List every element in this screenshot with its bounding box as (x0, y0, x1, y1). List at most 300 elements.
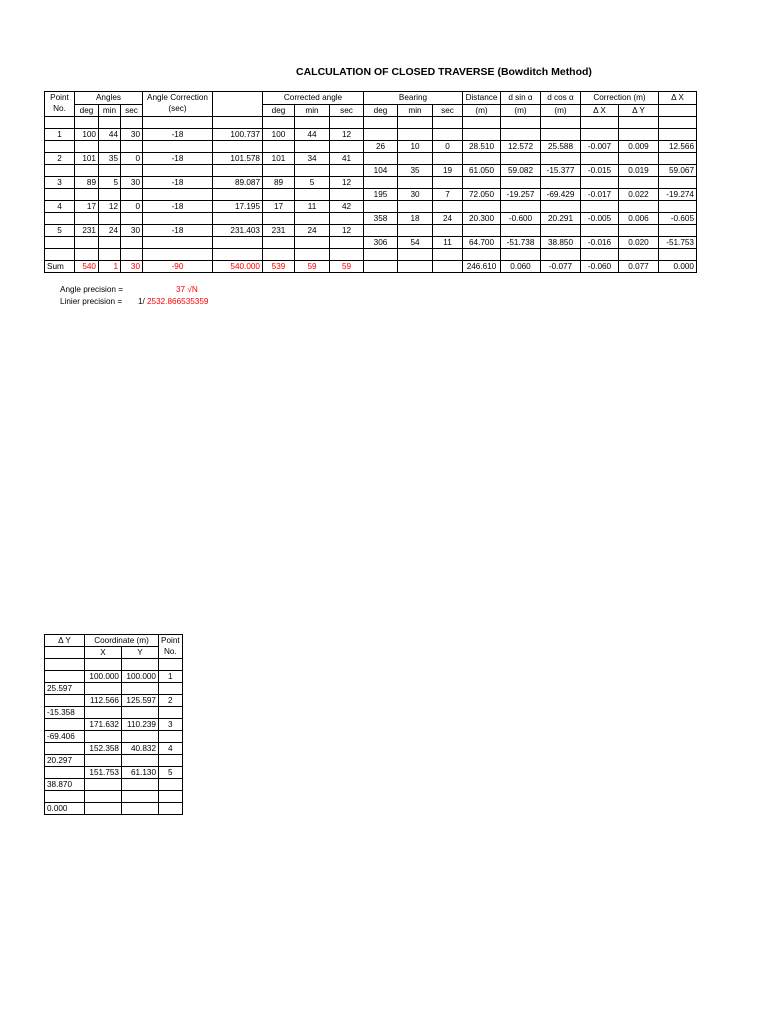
header-distance: Distance (463, 92, 501, 105)
table-cell (85, 707, 122, 719)
table-cell: 110.239 (122, 719, 159, 731)
angle-precision-label: Angle precision = (60, 285, 124, 294)
table-cell: 24 (99, 225, 121, 237)
header-blank (213, 92, 263, 117)
table-cell: 28.510 (463, 141, 501, 153)
table-cell: -18 (143, 129, 213, 141)
table-cell (263, 249, 295, 261)
table-cell: 89 (263, 177, 295, 189)
table-row (45, 659, 183, 671)
table-cell: 18 (398, 213, 433, 225)
header-bearing: Bearing (364, 92, 463, 105)
table-cell (159, 755, 183, 767)
header-dcos: d cos α (541, 92, 581, 105)
table-cell (659, 177, 697, 189)
table-cell: 44 (99, 129, 121, 141)
table-row (45, 719, 183, 731)
table-cell (122, 683, 159, 695)
table-cell (122, 779, 159, 791)
coord-header-x: X (85, 647, 122, 659)
table-cell: 64.700 (463, 237, 501, 249)
table-cell: 30 (121, 225, 143, 237)
sum-cell: 0.060 (501, 261, 541, 273)
table-cell (541, 225, 581, 237)
table-cell: -0.605 (659, 213, 697, 225)
table-cell (619, 201, 659, 213)
table-cell: 100.000 (122, 671, 159, 683)
table-cell: 0 (433, 141, 463, 153)
table-cell: 0.000 (45, 803, 85, 815)
table-cell: 26 (364, 141, 398, 153)
table-cell (121, 165, 143, 177)
header-corrected-deg: deg (263, 104, 295, 117)
table-cell (501, 249, 541, 261)
table-cell (143, 165, 213, 177)
table-cell: 89 (75, 177, 99, 189)
table-cell (433, 153, 463, 165)
coord-header-delta-y: Δ Y (45, 635, 85, 647)
table-cell: 38.870 (45, 779, 85, 791)
table-cell (85, 731, 122, 743)
table-cell (159, 803, 183, 815)
table-cell (501, 153, 541, 165)
table-cell (263, 141, 295, 153)
table-cell: 1 (45, 129, 75, 141)
table-cell: 12 (330, 129, 364, 141)
table-cell: 20.300 (463, 213, 501, 225)
angle-precision (60, 285, 198, 294)
table-cell: 2 (159, 695, 183, 707)
table-cell: 2 (45, 153, 75, 165)
table-cell (45, 719, 85, 731)
table-cell (364, 153, 398, 165)
header-point-no: Point No. (45, 92, 75, 117)
sum-cell: 0.077 (619, 261, 659, 273)
table-cell (75, 189, 99, 201)
table-cell (295, 165, 330, 177)
table-cell: -0.016 (581, 237, 619, 249)
table-cell: 0.020 (619, 237, 659, 249)
table-cell: 12.572 (501, 141, 541, 153)
sum-cell: Sum (45, 261, 75, 273)
table-cell: 151.753 (85, 767, 122, 779)
table-cell (143, 249, 213, 261)
sum-cell (433, 261, 463, 273)
table-cell: 101 (75, 153, 99, 165)
table-cell: 19 (433, 165, 463, 177)
table-cell (159, 779, 183, 791)
table-cell: -51.753 (659, 237, 697, 249)
table-cell (433, 249, 463, 261)
table-cell (45, 671, 85, 683)
table-cell (263, 213, 295, 225)
table-cell (122, 755, 159, 767)
sum-cell: 540.000 (213, 261, 263, 273)
table-cell (330, 249, 364, 261)
table-cell: 101.578 (213, 153, 263, 165)
table-row (45, 177, 697, 189)
table-cell (581, 249, 619, 261)
table-cell (463, 177, 501, 189)
table-cell (295, 249, 330, 261)
table-row (45, 767, 183, 779)
table-cell (45, 141, 75, 153)
table-cell: 0.009 (619, 141, 659, 153)
table-cell (99, 165, 121, 177)
table-cell: 35 (398, 165, 433, 177)
sum-cell: 1 (99, 261, 121, 273)
table-cell (85, 791, 122, 803)
table-cell: 11 (433, 237, 463, 249)
coord-header-blank (45, 647, 85, 659)
table-row (45, 165, 697, 177)
header-corrected-angle: Corrected angle (263, 92, 364, 105)
table-cell (263, 189, 295, 201)
table-cell (501, 225, 541, 237)
table-row (45, 695, 183, 707)
linear-precision (60, 297, 209, 306)
header-angle-correction: Angle Correction (sec) (143, 92, 213, 117)
table-cell: 61.050 (463, 165, 501, 177)
table-cell (85, 803, 122, 815)
table-cell (541, 177, 581, 189)
table-cell (213, 249, 263, 261)
table-cell (619, 225, 659, 237)
table-cell (501, 129, 541, 141)
header-angles-sec: sec (121, 104, 143, 117)
table-cell: 89.087 (213, 177, 263, 189)
table-cell: -0.007 (581, 141, 619, 153)
table-cell (541, 249, 581, 261)
table-cell: -51.738 (501, 237, 541, 249)
table-cell: 171.632 (85, 719, 122, 731)
header-bearing-sec: sec (433, 104, 463, 117)
table-cell (213, 141, 263, 153)
table-cell: 4 (159, 743, 183, 755)
table-cell (143, 189, 213, 201)
table-cell: 0.019 (619, 165, 659, 177)
table-cell (330, 213, 364, 225)
table-row (45, 129, 697, 141)
sum-cell: 30 (121, 261, 143, 273)
table-cell: -69.429 (541, 189, 581, 201)
sum-cell: -0.060 (581, 261, 619, 273)
table-row (45, 707, 183, 719)
table-cell (463, 249, 501, 261)
header-corrected-min: min (295, 104, 330, 117)
table-cell: 12 (330, 225, 364, 237)
table-cell: 17 (263, 201, 295, 213)
table-cell (433, 201, 463, 213)
table-cell (122, 659, 159, 671)
table-cell: -69.406 (45, 731, 85, 743)
table-row (45, 803, 183, 815)
table-cell: -0.015 (581, 165, 619, 177)
table-cell: 100 (263, 129, 295, 141)
table-cell: 5 (45, 225, 75, 237)
table-cell: 100.000 (85, 671, 122, 683)
table-cell (295, 213, 330, 225)
table-cell (619, 249, 659, 261)
linear-precision-value: 2532.866535359 (147, 297, 209, 306)
table-cell (541, 153, 581, 165)
table-cell (659, 129, 697, 141)
table-cell: 0.022 (619, 189, 659, 201)
table-row (45, 213, 697, 225)
table-cell: 54 (398, 237, 433, 249)
sum-cell (364, 261, 398, 273)
table-row (45, 791, 183, 803)
table-cell (122, 791, 159, 803)
table-cell (143, 213, 213, 225)
table-cell (121, 237, 143, 249)
table-cell: 35 (99, 153, 121, 165)
table-row (45, 141, 697, 153)
table-cell: 25.588 (541, 141, 581, 153)
table-cell (45, 743, 85, 755)
table-cell (433, 177, 463, 189)
table-cell (85, 779, 122, 791)
table-cell: 25.597 (45, 683, 85, 695)
table-cell (295, 189, 330, 201)
header-distance-unit: (m) (463, 104, 501, 117)
table-cell (501, 177, 541, 189)
table-cell: 100.737 (213, 129, 263, 141)
table-cell (85, 755, 122, 767)
table-row (45, 189, 697, 201)
table-cell (159, 707, 183, 719)
table-cell (581, 201, 619, 213)
table-row (45, 201, 697, 213)
table-cell (85, 683, 122, 695)
table-cell (581, 153, 619, 165)
table-cell: 34 (295, 153, 330, 165)
coord-header-coordinate: Coordinate (m) (85, 635, 159, 647)
table-cell (45, 767, 85, 779)
coord-header-point-no: Point No. (159, 635, 183, 659)
table-cell: 4 (45, 201, 75, 213)
table-cell (122, 803, 159, 815)
table-cell: 3 (159, 719, 183, 731)
table-cell: 11 (295, 201, 330, 213)
table-cell (581, 129, 619, 141)
table-cell: 40.832 (122, 743, 159, 755)
table-cell (463, 153, 501, 165)
sum-cell: 540 (75, 261, 99, 273)
table-cell: -18 (143, 201, 213, 213)
table-cell (213, 213, 263, 225)
table-cell: 44 (295, 129, 330, 141)
table-cell (75, 213, 99, 225)
table-row (45, 755, 183, 767)
sum-cell: 59 (295, 261, 330, 273)
table-cell: 59.067 (659, 165, 697, 177)
table-cell: 5 (159, 767, 183, 779)
table-cell (398, 129, 433, 141)
table-cell: -18 (143, 177, 213, 189)
table-cell: 0 (121, 201, 143, 213)
header-dcos-unit: (m) (541, 104, 581, 117)
table-cell: 100 (75, 129, 99, 141)
table-cell (501, 201, 541, 213)
table-cell (364, 201, 398, 213)
header-angles: Angles (75, 92, 143, 105)
table-cell: 0.006 (619, 213, 659, 225)
table-cell (541, 129, 581, 141)
table-cell: 112.566 (85, 695, 122, 707)
table-cell (463, 201, 501, 213)
table-cell (581, 225, 619, 237)
table-cell (433, 129, 463, 141)
table-cell (99, 237, 121, 249)
table-cell (122, 707, 159, 719)
table-cell: -15.377 (541, 165, 581, 177)
table-cell (364, 249, 398, 261)
coordinate-table (44, 634, 183, 815)
table-cell: 0 (121, 153, 143, 165)
table-cell: 12 (99, 201, 121, 213)
table-cell (99, 213, 121, 225)
table-cell: 38.850 (541, 237, 581, 249)
angle-precision-value: 37 √N (176, 285, 198, 294)
sum-cell: -0.077 (541, 261, 581, 273)
table-cell (121, 249, 143, 261)
table-cell (463, 129, 501, 141)
header-dsin-unit: (m) (501, 104, 541, 117)
table-cell (541, 201, 581, 213)
table-cell (364, 177, 398, 189)
table-cell (45, 695, 85, 707)
sum-cell: 0.000 (659, 261, 697, 273)
table-cell: -19.274 (659, 189, 697, 201)
table-cell (159, 791, 183, 803)
table-cell: 231.403 (213, 225, 263, 237)
table-cell (295, 237, 330, 249)
table-cell (159, 659, 183, 671)
table-cell (99, 141, 121, 153)
table-cell: 20.297 (45, 755, 85, 767)
table-cell: -15.358 (45, 707, 85, 719)
coord-header-y: Y (122, 647, 159, 659)
table-cell (121, 213, 143, 225)
header-dsin: d sin α (501, 92, 541, 105)
table-cell: 12 (330, 177, 364, 189)
table-cell (99, 189, 121, 201)
table-cell (330, 237, 364, 249)
table-cell (213, 237, 263, 249)
table-cell: -19.257 (501, 189, 541, 201)
table-cell (619, 129, 659, 141)
table-cell (45, 659, 85, 671)
table-cell (619, 177, 659, 189)
table-cell: 30 (398, 189, 433, 201)
table-cell: 24 (433, 213, 463, 225)
table-cell (75, 165, 99, 177)
table-cell (99, 249, 121, 261)
table-cell (364, 129, 398, 141)
table-cell (581, 177, 619, 189)
table-cell (45, 165, 75, 177)
table-cell: 42 (330, 201, 364, 213)
table-cell: 24 (295, 225, 330, 237)
table-cell: 125.597 (122, 695, 159, 707)
table-cell (263, 237, 295, 249)
table-cell: 231 (263, 225, 295, 237)
table-row (45, 249, 697, 261)
table-cell: 59.082 (501, 165, 541, 177)
table-cell: 61.130 (122, 767, 159, 779)
table-cell (213, 165, 263, 177)
table-cell (330, 165, 364, 177)
table-cell (330, 141, 364, 153)
sum-row (45, 261, 697, 273)
table-cell: 195 (364, 189, 398, 201)
traverse-table (44, 91, 697, 273)
table-cell (619, 153, 659, 165)
table-cell (75, 237, 99, 249)
header-correction: Correction (m) (581, 92, 659, 105)
table-row (45, 743, 183, 755)
table-cell: 20.291 (541, 213, 581, 225)
table-cell: 104 (364, 165, 398, 177)
table-cell (121, 141, 143, 153)
table-cell (143, 141, 213, 153)
table-cell: -0.017 (581, 189, 619, 201)
header-bearing-deg: deg (364, 104, 398, 117)
linear-precision-prefix: 1/ (138, 297, 145, 306)
page-title: CALCULATION OF CLOSED TRAVERSE (Bowditch Method) (296, 66, 592, 78)
table-cell (122, 731, 159, 743)
header-correction-dx: Δ X (581, 104, 619, 117)
table-cell: 358 (364, 213, 398, 225)
table-cell (398, 201, 433, 213)
table-row (45, 731, 183, 743)
table-cell (433, 225, 463, 237)
table-cell: 231 (75, 225, 99, 237)
header-angles-deg: deg (75, 104, 99, 117)
table-cell (398, 249, 433, 261)
table-cell (159, 731, 183, 743)
table-cell: 10 (398, 141, 433, 153)
table-cell (398, 153, 433, 165)
table-cell: 72.050 (463, 189, 501, 201)
table-cell (121, 189, 143, 201)
sum-cell: 246.610 (463, 261, 501, 273)
sum-cell: 59 (330, 261, 364, 273)
table-cell: 306 (364, 237, 398, 249)
table-cell: -0.600 (501, 213, 541, 225)
table-cell (75, 249, 99, 261)
table-row (45, 117, 697, 129)
table-cell: 7 (433, 189, 463, 201)
table-cell (85, 659, 122, 671)
sum-cell (398, 261, 433, 273)
header-corrected-sec: sec (330, 104, 364, 117)
table-row (45, 671, 183, 683)
table-row (45, 153, 697, 165)
table-cell (213, 189, 263, 201)
table-cell: 5 (99, 177, 121, 189)
table-cell (364, 225, 398, 237)
table-cell: 1 (159, 671, 183, 683)
table-cell: 30 (121, 129, 143, 141)
table-cell (659, 225, 697, 237)
table-cell (143, 237, 213, 249)
table-cell (659, 153, 697, 165)
table-cell: 17.195 (213, 201, 263, 213)
table-cell: 17 (75, 201, 99, 213)
table-cell (75, 141, 99, 153)
